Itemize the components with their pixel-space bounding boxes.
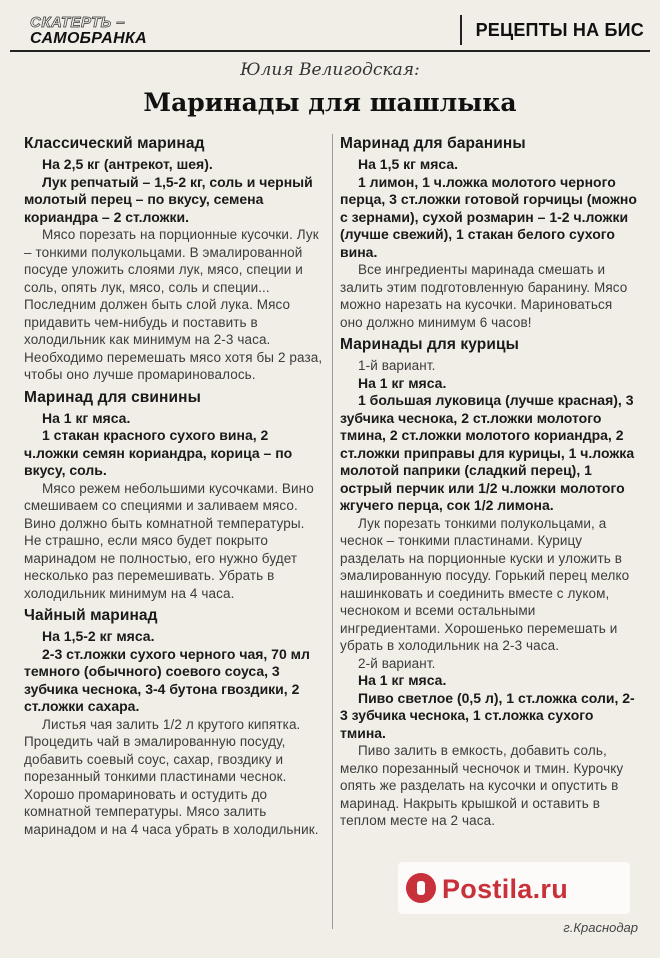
- postila-logo-icon: [406, 873, 436, 903]
- recipe-amount: На 1 кг мяса.: [358, 672, 447, 688]
- header-bar: [10, 12, 650, 52]
- column-divider: [332, 134, 333, 929]
- recipe-ingredients: 1 большая луковица (лучше красная), 3 зубчика чеснока, 2 ст.ложки молотого тмина, 2 ст.ложки молотого кориандра, 2 ст.ложки приправы для курицы, 1 ч.ложка молотой паприки (сладкий перец), 1 острый перчик или 1/2 ч.ложки молотого жгучего перца, сок 1/2 лимона.: [340, 392, 635, 513]
- city-signature: г.Краснодар: [563, 920, 638, 935]
- author-byline: Юлия Велигодская:: [240, 60, 420, 80]
- recipe-ingredients: 2-3 ст.ложки сухого черного чая, 70 мл темного (обычного) соевого соуса, 3 зубчика чеснока, 3-4 бутона гвоздики, 2 ст.ложки сахара.: [24, 645, 310, 714]
- recipe-heading-classic: Классический маринад: [24, 135, 205, 152]
- recipe-instructions: Все ингредиенты маринада смешать и залить этим подготовленную баранину. Мясо можно нарезать на кусочки. Мариноваться оно должно минимум 6 часов!: [340, 262, 628, 330]
- recipe-ingredients: Лук репчатый – 1,5-2 кг, соль и черный молотый перец – по вкусу, семена кориандра – 2 ст.ложки.: [24, 173, 313, 225]
- recipe-amount: На 2,5 кг (антрекот, шея).: [42, 156, 213, 172]
- recipe-amount: На 1 кг мяса.: [358, 374, 447, 391]
- masthead-bottom: САМОБРАНКА: [30, 30, 147, 47]
- article-title: Маринады для шашлыка: [143, 88, 517, 117]
- section-rubric: РЕЦЕПТЫ НА БИС: [460, 15, 650, 45]
- variant-label: 2-й вариант.: [358, 655, 436, 671]
- recipe-instructions: Листья чая залить 1/2 л крутого кипятка. Процедить чай в эмалированную посуду, добавить соевый соус, сахар, гвоздику и порезанный тонкими пластинами чеснок. Хорошо промариновать и остудить до комнатной температуры. Мясо залить маринадом и на 4 часа убрать в холодильник.: [24, 716, 319, 837]
- masthead-logo: [30, 14, 180, 48]
- recipe-heading-lamb: Маринад для баранины: [340, 135, 526, 152]
- recipe-heading-tea: Чайный маринад: [24, 607, 158, 624]
- recipe-heading-chicken: Маринады для курицы: [340, 336, 519, 353]
- watermark: [398, 862, 630, 914]
- watermark-text: Postila.ru: [442, 874, 569, 904]
- right-column: [340, 134, 638, 830]
- recipe-heading-pork: Маринад для свинины: [24, 388, 201, 406]
- variant-label: 1-й вариант.: [358, 358, 436, 373]
- recipe-ingredients: Пиво светлое (0,5 л), 1 ст.ложка соли, 2-3 зубчика чеснока, 1 ст.ложка сухого тмина.: [340, 689, 635, 741]
- recipe-amount: На 1,5-2 кг мяса.: [42, 628, 155, 644]
- recipe-amount: На 1,5 кг мяса.: [358, 156, 459, 172]
- recipe-amount: На 1 кг мяса.: [42, 409, 131, 426]
- recipe-instructions: Лук порезать тонкими полукольцами, а чеснок – тонкими пластинами. Курицу разделать на порционные куски и уложить в эмалированную посуду. Горький перец мелко нашинковать и соединить вместе с луком, чесноком и всеми остальными ингредиентами. Хорошенько перемешать и убрать в холодильник на 2-3 часа.: [340, 515, 630, 653]
- masthead-top: СКАТЕРТЬ –: [30, 14, 126, 31]
- recipe-instructions: Мясо порезать на порционные кусочки. Лук – тонкими полукольцами. В эмалированной посуде уложить слоями лук, мясо, специи и соль, опять лук, мясо, соль и специи... Последним должен быть слой лука. Мясо придавить чем-нибудь и поставить в холодильник как минимум на 2-3 часа. Необходимо перемешать мясо хотя бы 2 раза, чтобы оно лучше промариновалось.: [24, 227, 323, 382]
- recipe-instructions: Пиво залить в емкость, добавить соль, мелко порезанный чесночок и тмин. Курочку опять же разделать на кусочки и опустить в маринад. Накрыть крышкой и оставить в теплом месте на 2 часа.: [340, 743, 624, 828]
- left-column: [24, 134, 324, 838]
- recipe-instructions: Мясо режем небольшими кусочками. Вино смешиваем со специями и заливаем мясо. Вино должно быть комнатной температуры. Не страшно, если мясо будет покрыто маринадом не полностью, его нужно будет несколько раз перемешивать. Убрать в холодильник минимум на 4 часа.: [24, 480, 314, 601]
- recipe-ingredients: 1 лимон, 1 ч.ложка молотого черного перца, 3 ст.ложки готовой горчицы (можно с зернами), сухой розмарин – 1-2 ч.ложки (лучше свежий), 1 стакан белого сухого вина.: [340, 173, 637, 260]
- recipe-ingredients: 1 стакан красного сухого вина, 2 ч.ложки семян кориандра, корица – по вкусу, соль.: [24, 427, 293, 478]
